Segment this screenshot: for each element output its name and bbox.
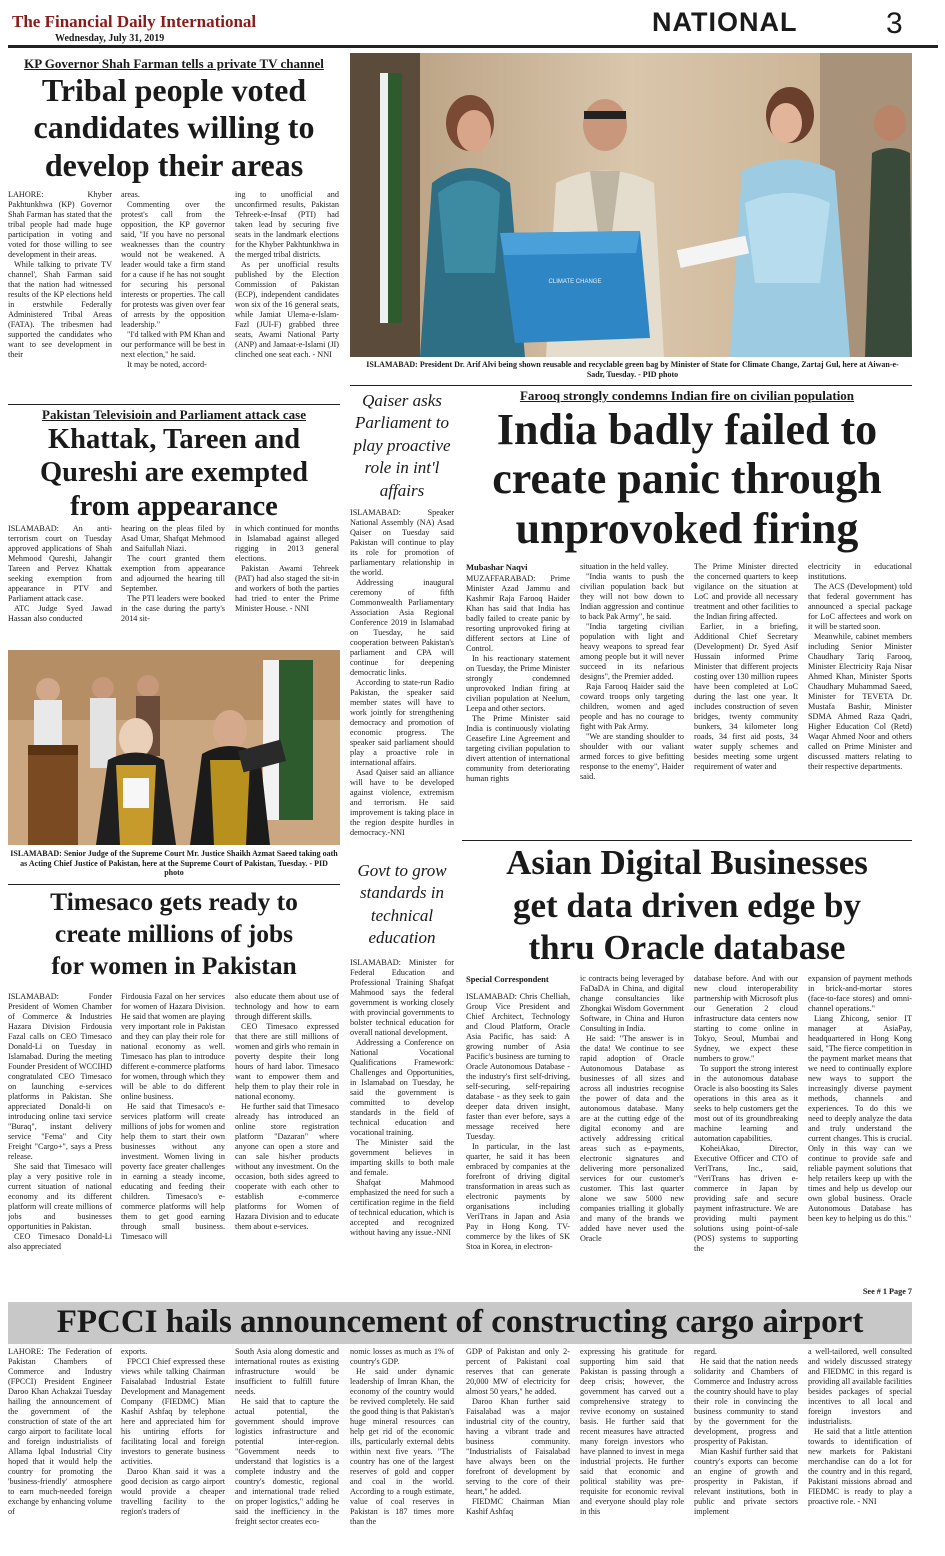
caption-oath-photo: ISLAMABAD: Senior Judge of the Supreme Court Mr. Justice Shaikh Azmat Saeed taking oath as Acting Chief Justice of Pakistan, here at the Supreme Court of Pakistan, Tuesday. - PID photo	[10, 849, 338, 878]
photo-supreme-court-oath	[8, 650, 340, 845]
continued-jump: See # 1 Page 7	[862, 1287, 912, 1296]
timesaco-column-3: also educate them about use of technology and how to earn through different skills. CEO Timesaco expressed that there are still millions of women and girls who remain in poverty despite their long hours of hard labor. Timesaco want to empower them and help them to play their role in national economy. He further said that Timesaco already has introduced an online store registration platform "Dazaran" where anyone can open a store and can sale his/her products without any investment. On the occasion, both sides agreed to cooperate with each other to establish e-commerce platforms for Women of Hazara Division and to educate them about e-services.	[235, 992, 339, 1231]
fpcci-column-4: nomic losses as much as 1% of country's GDP. He said under dynamic leadership of Imran Khan, the economy of the country would be revived completely. He said the good thing is that Pakistan's huge mineral resources can help get rid of the economic ills, particularly external debts within next five years. "The country has one of the largest reserves of gold and copper and coal in the world. According to a rough estimate, value of coal reserves in Pakistan is 187 times more than the	[350, 1347, 454, 1526]
tribal-column-2: areas. Commenting over the protest's call from the opposition, the KP governor said, "If you have no personal weaknesses than the country would not be weakened. A leader would take a firm stand for a cause if he has not sought for securing his personal interests or properties. The call for protests was given over fear of arrests by the opposition leadership." "I'd talked with PM Khan and our performance will be best in next election," he said. It may be noted, accord-	[121, 190, 225, 369]
india-column-2: situation in the held valley. "India wants to push the civilian population back but they will not bow down to Indian aggression and continue to back Pak Army", he said. "India targeting civilian population with light and heavy weapons to spread fear among people but it will never succeed in its nefarious designs", the Premier added. Raja Farooq Haider said the coward troops only targeting children, women and aged people and has no courage to fight with Pak Army. "We are standing shoulder to shoulder with our valiant armed forces to give befitting response to the enemy", Haider said.	[580, 562, 684, 781]
rule-under-oath	[8, 884, 340, 885]
qaiser-column: ISLAMABAD: Speaker National Assembly (NA) Asad Qaiser on Tuesday said Pakistan will continue to play its role for promotion of parliamentary relationship in the world. Addressing inaugural ceremony of fifth Commonwealth Parliamentary Association Asia Regional Conference 2019 in Islamabad on Tuesday, he said cooperation between Pakistan's parliament and CPA will continue for deepening democratic links. According to state-run Radio Pakistan, the speaker said member states will have to work jointly for strengthening democracy and promotion of economic progress. The speaker said parliament should play a proactive role in international affairs. Asad Qaiser said an alliance will have to be developed against violence, extremism and terrorism. He said improvement is taking place in the region despite hurdles in democracy.-NNI	[350, 508, 454, 837]
fpcci-column-6: expressing his gratitude for supporting him said that Pakistan is passing through a deep crisis; however, the government has carved out a comprehensive strategy to revive economy on sustained basis. He further said that recent measures have attracted many foreign investors who have planned to invest in mega industrial projects. He further said that economic and political stability was pre-requisite for economic revival and everyone should play role in this	[580, 1347, 684, 1516]
khattak-column-3: in which continued for months in Islamabad against alleged rigging in 2013 general elections. Pakistan Awami Tehreek (PAT) had also staged the sit-in and workers of both the parties had tried to enter the Prime Minister House. - NNI	[235, 524, 339, 613]
timesaco-column-1: ISLAMABAD: Fonder President of Women Chamber of Commerce & Industries Hazara Division Firdousia Fazal calls on CEO Timesaco Donald-Li on Tuesday in Islamabad. During the meeting Founder President of WCCIHD congratulated CEO Timesaco on launching e-services platforms in Pakistan. She appreciated Donald-li on introducing online taxi service "Buraq", instant delivery service "Fema" and City Freight "Cargo+", says a Press release. She said that Timesaco will play a very positive role in current situation of national economy and its different platform will create millions of jobs and businesses opportunities in Pakistan. CEO Timesaco Donald-Li also appreciated	[8, 992, 112, 1251]
headline-oracle: Asian Digital Businesses get data driven edge by thru Oracle database	[506, 843, 868, 968]
headline-timesaco: Timesaco gets ready to create millions of jobs for women in Pakistan	[50, 887, 298, 981]
fpcci-column-7: regard. He said that the nation needs solidarity and Chambers of Commerce and Industry across the country should have to play their role in convincing the business community to stand by the government for the development, progress and prosperity of Pakistan. Mian Kashif further said that country's exports can become an engine of growth and prosperity in Pakistan, if relevant institutions, both in public and private sectors implement	[694, 1347, 798, 1516]
headline-khattak: Khattak, Tareen and Qureshi are exempted from appearance	[39, 424, 309, 522]
fpcci-column-3: South Asia along domestic and international routes as existing infrastructure would be insufficient to fulfill future needs. He said that to capture the actual potential, the government should improve logistics infrastructure and potential inter-region. "Government needs to understand that logistics is a complete industry and the country's domestic, regional and international trade relied on proper logistics," adding he said the inefficiency in the freight sector creates eco-	[235, 1347, 339, 1526]
byline-oracle: Special Correspondent	[466, 974, 549, 984]
khattak-column-1: ISLAMABAD: An anti-terrorism court on Tuesday approved applications of Shah Mehmood Qureshi, Jahangir Tareen and Pervez Khattak seeking exemption from appearance in PTV and Parliament attack case. ATC Judge Syed Jawad Hassan also conducted	[8, 524, 112, 623]
kicker-india: Farooq strongly condemns Indian fire on civilian population	[519, 388, 855, 403]
govt-column: ISLAMABAD: Minister for Federal Education and Professional Training Shafqat Mahmood says the federal government is working closely with provincial governments to bolster technical education for overall national development. Addressing a Conference on National Vocational Qualifications Framework: Challenges and Opportunities, in Islamabad on Tuesday, he said the government is committed to develop standards in the field of technical education and vocational training. The Minister said the government believes in imparting skills to both male and female. Shafqat Mahmood emphasized the need for such a certification regime in the field of technical education, which is accepted and recognized without having any issue.-NNI	[350, 958, 454, 1237]
oracle-column-1: ISLAMABAD: Chris Chelliah, Group Vice President and Chief Architect, Technology and Cloud Platform, Oracle Asia Pacific, has said: A growing number of Asia Pacific's business are turning to Oracle Autonomous Database - the industry's first self-driving, self-securing, self-repairing database - as they seek to gain deeper data driven insight, faster than ever before, says a message received here Tuesday. In particular, in the last quarter, he said it has been embraced by companies at the forefront of driving digital transformation in areas such as electronic payments by organisations including VeriTrans in Japan and Asia Pay in Hong Kong. TV-commerce by the likes of SK Stoa in Korea, in electron-	[466, 992, 570, 1251]
kicker-tribal: KP Governor Shah Farman tells a private TV channel	[24, 56, 324, 71]
headline-fpcci: FPCCI hails announcement of constructing cargo airport	[56, 1304, 864, 1340]
rule-under-top-photo	[350, 385, 912, 386]
masthead-rule	[8, 45, 938, 48]
headline-india: India badly failed to create panic through unprovoked firing	[492, 405, 882, 553]
india-column-1: MUZAFFARABAD: Prime Minister Azad Jammu and Kashmir Raja Farooq Haider Khan has said that India has badly failed to create panic by resorting unprovoked firing at different sectors at Line of Control. In his reactionary statement on Tuesday, the Prime Minister strongly condemned unprovoked Indian firing at civilian population at Neelum, Leepa and other sectors. The Prime Minister said India is continuously violating Ceasefire Line Agreement and targeting civilian population to divert attention of international community from deteriorating human rights	[466, 574, 570, 783]
fpcci-column-2: exports. FPCCI Chief expressed these views while talking Chairman Faisalabad Industrial Estate Development and Management Company (FIEDMC) Mian Kashif Ashfaq by telephone here and appreciated him for his untiring efforts for facilitating local and foreign investors to generate business activities. Daroo Khan said it was a good decision as cargo airport would provide a cheaper travelling facility to the region's traders of	[121, 1347, 225, 1516]
fpcci-column-1: LAHORE: The Federation of Pakistan Chambers of Commerce and Industry (FPCCI) President Engineer Daroo Khan Achakzai Tuesday hailing the announcement of the government of the construction of state of the art cargo airport to facilitate local and foreign industrialists of Allama Iqbal Industrial City hoped that it would help the country for promoting the 'business-friendly' atmosphere to earn much-needed foreign exchange by enhancing volume of	[8, 1347, 112, 1516]
photo-president-green-bag	[350, 53, 912, 357]
headline-qaiser: Qaiser asks Parliament to play proactive role in int'l affairs	[353, 391, 451, 500]
fpcci-column-8: a well-tailored, well consulted and widely discussed strategy and FIEDMC in this regard is providing all available facilities besides packages of special incentives to all local and foreign investors and industrialists. He said that a little attention towards to identification of new markets for Pakistani merchandise can do a lot for the country and in this regard, Pakistani missions abroad and FIEDMC is ready to play a proactive role. - NNI	[808, 1347, 912, 1506]
oracle-column-2: ic contracts being leveraged by FaDaDA in China, and digital change consultancies like Zhongkai Wisdom Government Software, in China and Huron Consulting in India. He said: "The answer is in the data! We continue to see rapid adoption of Oracle Autonomous Database as businesses of all sizes and across all industries recognise the power of data and the autonomous database. Many are at the cutting edge of the digital economy and are actively addressing critical areas such as e-payments, electronic signatures and delivering more personalized services for our customer's customer. This last quarter alone we saw 5000 new companies trialling it globally and many of the brands we added have never used the Oracle	[580, 974, 684, 1243]
photo-illustration-oath	[8, 650, 340, 845]
rule-under-india	[462, 840, 912, 841]
section-title: NATIONAL	[652, 7, 798, 37]
page-number: 3	[886, 7, 903, 40]
tribal-column-3: ing to unofficial and unconfirmed results, Pakistan Tehreek-e-Insaf (PTI) had taken lead by securing five seats in the landmark elections for the Khyber Pakhtunkhwa in the merged tribal districts. As per unofficial results published by the Election Commission of Pakistan (ECP), independent candidates won six of the 16 general seats, while Jamiat Ulema-e-Islam-Fazl (JUI-F) grabbed three seats, Awami National Party (ANP) and Jamaat-e-Islami (JI) clinched one seat each. - NNI	[235, 190, 339, 359]
headline-govt: Govt to grow standards in technical education	[357, 861, 447, 948]
bag-print: CLIMATE CHANGE	[548, 279, 602, 285]
india-column-3: The Prime Minister directed the concerned quarters to keep vigilance on the situation at LoC and provide all necessary treatment and other facilities to the Indian firing affected. Earlier, in a briefing, Additional Chief Secretary (Development) Dr. Syed Asif Hussain informed Prime Minister that different projects costing over 130 million rupees have been completed at LoC during the last one year. It includes construction of seven bridges, twenty community bunkers, 34 kilometer long roads, 34 first aid posts, 34 water supply schemes and besides meeting some urgent requirement of water and	[694, 562, 798, 771]
oracle-column-3: database before. And with our new cloud interoperability partnership with Microsoft plus our Generation 2 cloud infrastructure data centers now starting to come online in Tokyo, Seoul, Mumbai and Sydney, we expect these numbers to grow." To support the strong interest in the autonomous database Oracle is also boosting its Sales operations in this area as it seeks to help customers get the most out of its groundbreaking machine learning and automation capabilities. KoheiAkao, Director, Executive Officer and CTO of VeriTrans, Inc., said, "VeriTrans has driven e-commerce in Japan by providing safe and secure payment infrastructure. We are providing multi payment solutions using point-of-sale (POS) systems to supporting the	[694, 974, 798, 1253]
photo-illustration	[350, 53, 912, 357]
oracle-column-4: expansion of payment methods in brick-and-mortar stores (face-to-face stores) and omni-channel operations." Liang Zhicong, senior IT manager at AsiaPay, headquartered in Hong Kong said, "The fierce competition in the payment market means that we need to continually explore new ways to support the increasingly diverse payment methods, channels and experiences. To do this we need to deeply analyze the data and truly understand the current changes. This is crucial. Only in this way can we continue to provide safe and reliable payment solutions that help retailers keep up with the times and help us develop our own global business. Oracle Autonomous Database has been key to helping us do this."	[808, 974, 912, 1223]
india-column-4: electricity in educational institutions. The ACS (Development) told that federal government has announced a special package for LoC affectees and work on it will be started soon. Meanwhile, cabinet members including Senior Minister Chaudhary Tariq Farooq, Minister Electricity Raja Nisar Ahmed Khan, Minister Sports Chaudhary Muhammad Saeed, Minister for TEVETA Dr. Mustafa Bashir, Minister SDMA Ahmed Raza Qadri, Higher Education Col (Retd) Waqar Ahmed Noor and others called on Prime Minister and discussed matters relating to their respective departments.	[808, 562, 912, 771]
byline-india: Mubashar Naqvi	[466, 562, 528, 572]
rule-above-khattak	[8, 404, 340, 405]
timesaco-column-2: Firdousia Fazal on her services for women of Hazara Division. He said that women are playing very important role in Pakistan and they can play their role for national economy as well. Timesaco has plan to introduce different e-commerce platforms for women, through which they will be able to do different online business. He said that Timesaco's e-services platform will create millions of jobs for women and help them to start their own businesses without any investment. Women living in poverty face greater challenges in earning a steady income, educating and feeding their children. Timesaco's e-commerce platforms will help them to get good earning through small business. Timesaco will	[121, 992, 225, 1241]
tribal-column-1: LAHORE: Khyber Pakhtunkhwa (KP) Governor Shah Farman has stated that the tribal people had made huge participation in voting and voted for those willing to see development in their areas. While talking to private TV channel', Shah Farman said that the nation had witnessed results of the KP elections held in erstwhile Federally Administered Tribal Areas (FATA). The tribesmen had supported the candidates who want to see development in their	[8, 190, 112, 359]
fpcci-column-5: GDP of Pakistan and only 2-percent of Pakistani coal reserves that can generate 20,000 MW of electricity for almost 50 years," he added. Daroo Khan further said Faisalabad was a major industrial city of the country, having a vibrant trade and business community. "Industrialists of Faisalabad have always been on the forefront of development by serving to the core of their heart," he added. FIEDMC Chairman Mian Kashif Ashfaq	[466, 1347, 570, 1516]
khattak-column-2: hearing on the pleas filed by Asad Umar, Shafqat Mehmood and Saifullah Niazi. The court granted them exemption from appearance and adjourned the hearing till September. The PTI leaders were booked in the case during the party's 2014 sit-	[121, 524, 225, 623]
headline-tribal: Tribal people voted candidates willing to develop their areas	[33, 72, 315, 183]
newspaper-name: The Financial Daily International	[12, 12, 257, 31]
kicker-khattak: Pakistan Televisioin and Parliament attack case	[42, 407, 306, 422]
issue-date: Wednesday, July 31, 2019	[55, 33, 165, 44]
caption-top-photo: ISLAMABAD: President Dr. Arif Alvi being shown reusable and recyclable green bag by Minister of State for Climate Change, Zartaj Gul, here at Aiwan-e-Sadr, Tuesday. - PID photo	[366, 360, 899, 379]
